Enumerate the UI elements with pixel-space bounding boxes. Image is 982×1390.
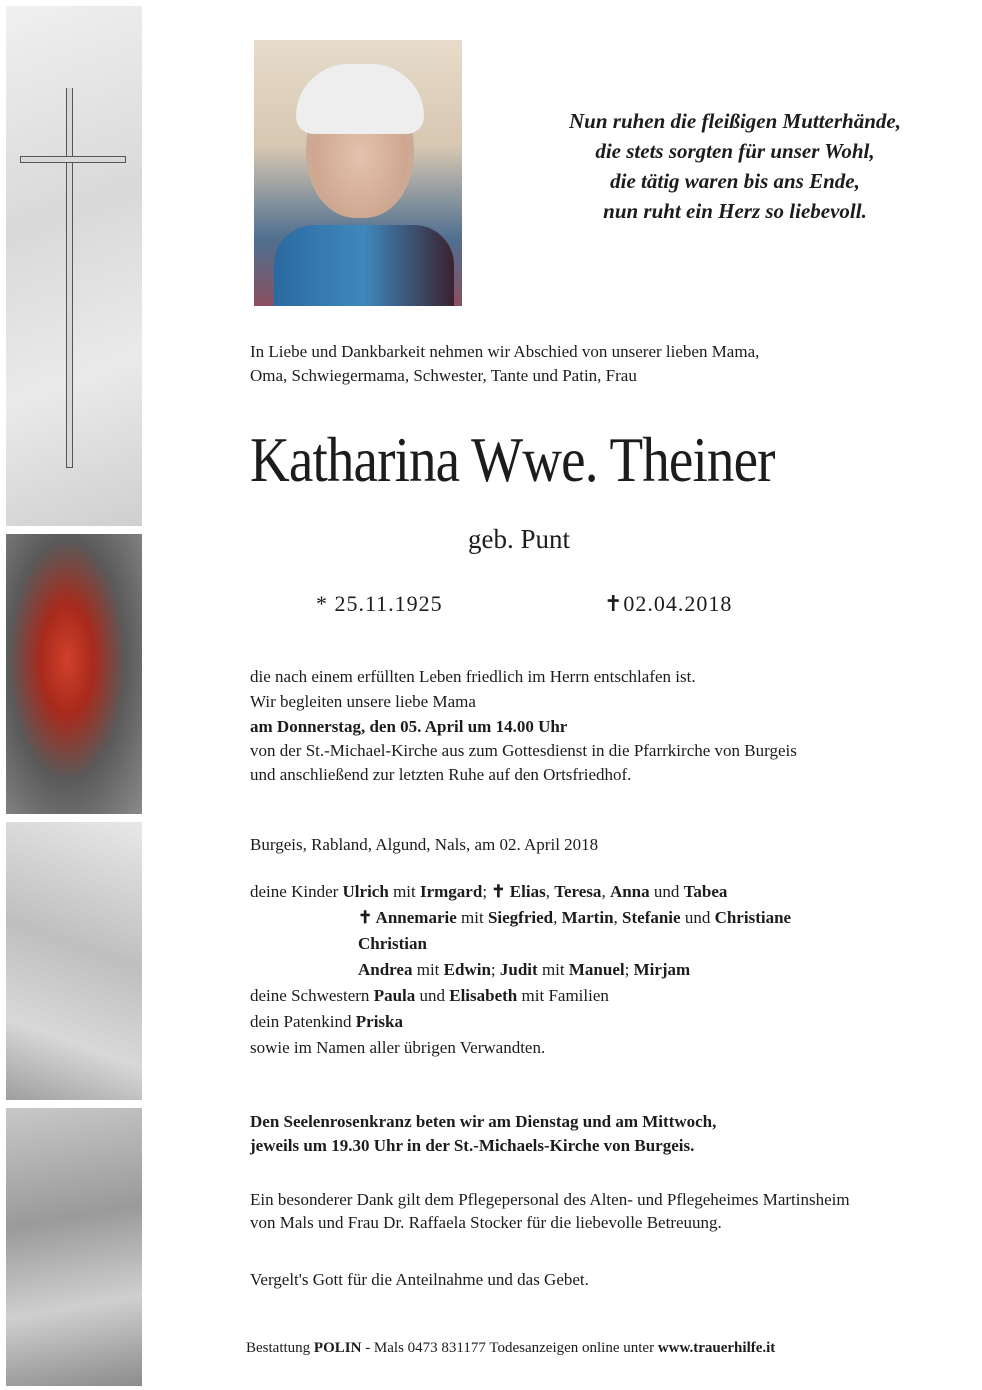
- closing-line: Vergelt's Gott für die Anteilnahme und das Gebet.: [250, 1270, 589, 1289]
- mourners-row: ✝ Annemarie mit Siegfried, Martin, Stefanie und Christiane: [358, 908, 792, 927]
- maiden-name: geb. Punt: [468, 524, 571, 554]
- cross-icon-vertical: [66, 88, 73, 468]
- decorative-red-rose-panel: [6, 534, 142, 814]
- verse-line: die stets sorgten für unser Wohl,: [595, 139, 875, 163]
- funeral-home-name: POLIN: [313, 1340, 362, 1356]
- place-date: Burgeis, Rabland, Algund, Nals, am 02. April 2018: [250, 835, 599, 854]
- birth-date: * 25.11.1925: [316, 591, 443, 616]
- funeral-text-line: Wir begleiten unsere liebe Mama: [250, 692, 476, 711]
- decorative-rose-panel-bottom: [6, 1108, 142, 1386]
- footer: Bestattung POLIN - Mals 0473 831177 Todesanzeigen online unter www.trauerhilfe.it: [246, 1340, 776, 1356]
- cross-icon-horizontal: [20, 156, 126, 163]
- mourners-row: dein Patenkind Priska: [250, 1012, 403, 1031]
- funeral-text-line: die nach einem erfüllten Leben friedlich im Herrn entschlafen ist.: [250, 667, 696, 686]
- intro-line: Oma, Schwiegermama, Schwester, Tante und Patin, Frau: [250, 366, 637, 385]
- funeral-date-line: am Donnerstag, den 05. April um 14.00 Uhr: [250, 717, 568, 736]
- rosary-line: Den Seelenrosenkranz beten wir am Dienstag und am Mittwoch,: [250, 1112, 717, 1131]
- thanks-line: von Mals und Frau Dr. Raffaela Stocker für die liebevolle Betreuung.: [250, 1213, 722, 1232]
- mourners-row: deine Kinder Ulrich mit Irmgard; ✝ Elias, Teresa, Anna und Tabea: [250, 882, 728, 901]
- verse-line: die tätig waren bis ans Ende,: [610, 169, 860, 193]
- decorative-rose-panel-lower: [6, 822, 142, 1100]
- decorative-rose-panel-top: [6, 6, 142, 526]
- verse-line: Nun ruhen die fleißigen Mutterhände,: [569, 109, 901, 133]
- intro-line: In Liebe und Dankbarkeit nehmen wir Abschied von unserer lieben Mama,: [250, 342, 760, 361]
- funeral-text-line: und anschließend zur letzten Ruhe auf den Ortsfriedhof.: [250, 765, 632, 784]
- intro-text: [250, 340, 759, 388]
- mourners-row: sowie im Namen aller übrigen Verwandten.: [250, 1038, 546, 1057]
- mourners-row: deine Schwestern Paula und Elisabeth mit Familien: [250, 986, 609, 1005]
- mourners-row: Christian: [358, 934, 427, 953]
- death-date: ✝02.04.2018: [604, 591, 733, 616]
- deceased-name: Katharina Wwe. Theiner: [250, 424, 775, 495]
- website-link[interactable]: www.trauerhilfe.it: [657, 1340, 776, 1356]
- thanks-line: Ein besonderer Dank gilt dem Pflegepersonal des Alten- und Pflegeheimes Martinsheim: [250, 1190, 850, 1209]
- verse-line: nun ruht ein Herz so liebevoll.: [603, 199, 867, 223]
- mourners-row: Andrea mit Edwin; Judit mit Manuel; Mirjam: [358, 960, 691, 979]
- rosary-line: jeweils um 19.30 Uhr in der St.-Michaels-Kirche von Burgeis.: [250, 1136, 695, 1155]
- memorial-verse: [530, 106, 940, 226]
- funeral-text-line: von der St.-Michael-Kirche aus zum Gottesdienst in die Pfarrkirche von Burgeis: [250, 741, 797, 760]
- portrait-photo: [254, 40, 462, 306]
